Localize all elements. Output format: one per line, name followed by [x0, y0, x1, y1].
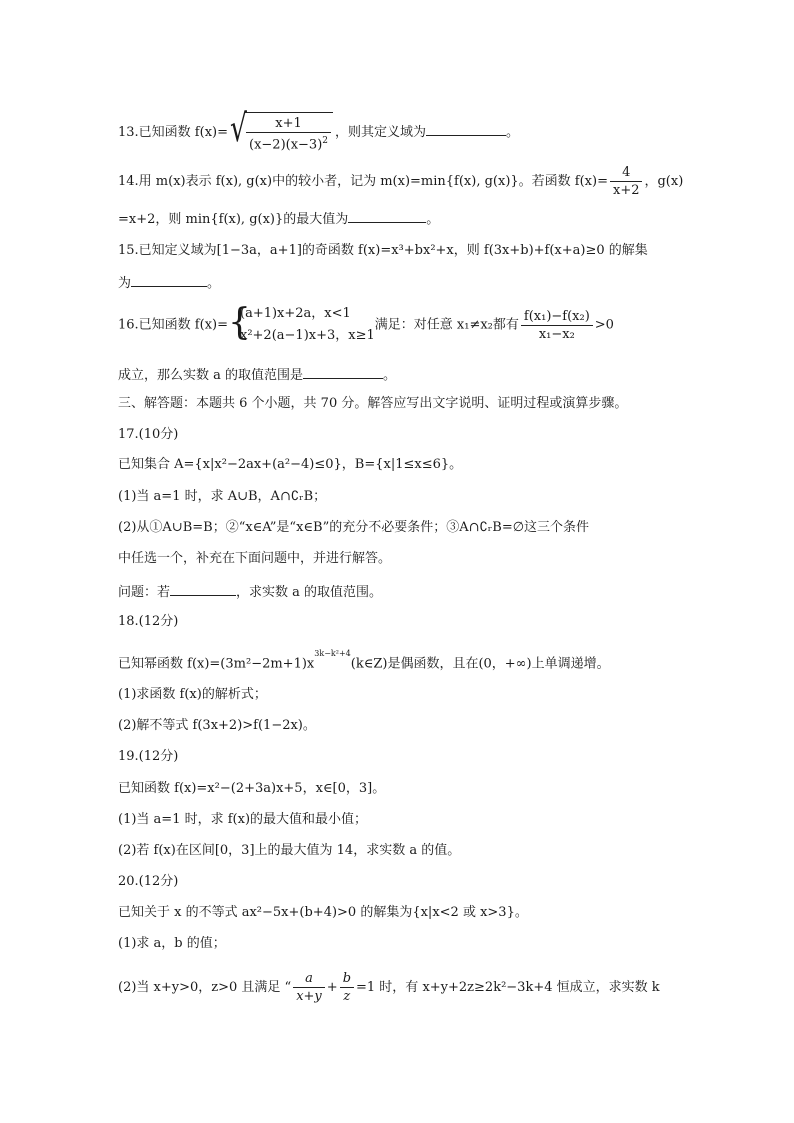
- q20-line2: (1)求 a，b 的值；: [118, 936, 226, 951]
- question-13: [118, 106, 520, 153]
- q19-line3: (2)若 f(x)在区间[0，3]上的最大值为 14，求实数 a 的值。: [118, 843, 461, 858]
- piecewise-function: [228, 303, 375, 347]
- q20-suffix: =1 时，有 x+y+2z≥2k²−3k+4 恒成立，求实数 k: [356, 980, 660, 995]
- q20-prefix: (2)当 x+y>0，z>0 且满足 “: [118, 980, 292, 995]
- q20-fraction-b: [340, 970, 354, 1005]
- q13-denominator: (x−2)(x−3): [249, 137, 323, 153]
- section-3-heading: [118, 395, 627, 413]
- q14-fraction: [610, 164, 643, 199]
- q16-numerator: f(x₁)−f(x₂): [521, 308, 593, 326]
- q19-head: 19.(12分): [118, 749, 179, 764]
- q17-line5: [118, 581, 382, 602]
- q19-line2: (1)当 a=1 时，求 f(x)的最大值和最小值；: [118, 812, 368, 827]
- q15-line1-text: 15.已知定义域为[1−3a，a+1]的奇函数 f(x)=x³+bx²+x，则 f(3x+b)+f(x+a)≥0 的解集: [118, 243, 648, 258]
- sqrt-expression: [230, 106, 333, 153]
- q20-line1: 已知关于 x 的不等式 ax²−5x+(b+4)>0 的解集为{x|x<2 或 x>3}。: [118, 905, 528, 920]
- q18-head: 18.(12分): [118, 614, 179, 629]
- q20-frac1-den: x+y: [296, 989, 322, 1004]
- q14-denominator: x+2: [612, 183, 640, 198]
- q13-end: 。: [506, 125, 520, 141]
- q14-end: 。: [426, 212, 440, 227]
- question-15-line2: [118, 272, 220, 293]
- q18-exponent: 3k−k²+4: [314, 649, 351, 658]
- section-3-text: 三、解答题：本题共 6 个小题，共 70 分。解答应写出文字说明、证明过程或演算步骤。: [118, 396, 628, 411]
- q16-condition: 满足：对任意 x₁≠x₂都有: [374, 317, 519, 333]
- q20-frac2-num: b: [340, 970, 354, 988]
- q18-line3: (2)解不等式 f(3x+2)>f(1−2x)。: [118, 718, 316, 733]
- q16-answer-blank[interactable]: [303, 364, 383, 379]
- q20-fraction-a: [293, 970, 325, 1005]
- question-16-line1: [118, 303, 614, 347]
- q16-prefix: 16.已知函数 f(x)=: [118, 317, 228, 333]
- q18-suffix: (k∈Z)是偶函数，且在(0，+∞)上单调递增。: [350, 656, 610, 672]
- q14-numerator: 4: [610, 164, 643, 182]
- question-14-line1: [118, 164, 683, 199]
- q16-end: 。: [383, 368, 397, 383]
- q16-line2-text: 成立，那么实数 a 的取值范围是: [118, 368, 304, 383]
- q13-numerator: x+1: [246, 115, 331, 133]
- q14-suffix: ，g(x): [644, 174, 684, 189]
- q17-answer-blank[interactable]: [170, 581, 236, 596]
- q20-head: 20.(12分): [118, 874, 179, 889]
- q13-suffix: ，则其定义域为: [335, 125, 427, 141]
- q16-fraction: [521, 308, 593, 343]
- q18-line2: (1)求函数 f(x)的解析式；: [118, 687, 267, 702]
- question-15-line1: [118, 242, 648, 260]
- q16-denominator: x₁−x₂: [538, 326, 575, 342]
- q16-case1: (a+1)x+2a，x<1: [240, 306, 351, 321]
- q16-tail: >0: [594, 317, 614, 333]
- q17-problem-prefix: 问题：若: [118, 585, 171, 600]
- q17-line3: (2)从①A∪B=B；②“x∈A”是“x∈B”的充分不必要条件；③A∩∁ᵣB=∅这三个条件: [118, 520, 590, 535]
- q17-line1: 已知集合 A={x|x²−2ax+(a²−4)≤0}，B={x|1≤x≤6}。: [118, 457, 463, 472]
- q20-frac1-num: a: [293, 970, 325, 988]
- q18-line1: [118, 651, 610, 673]
- question-16-line2: [118, 364, 396, 385]
- q16-case2: x²+2(a−1)x+3，x≥1: [240, 328, 375, 343]
- q18-prefix: 已知幂函数 f(x)=(3m²−2m+1)x: [118, 656, 315, 672]
- q13-answer-blank[interactable]: [426, 121, 506, 136]
- q14-answer-blank[interactable]: [348, 208, 426, 223]
- q17-problem-suffix: ，求实数 a 的取值范围。: [236, 585, 383, 600]
- q20-frac2-den: z: [343, 989, 351, 1004]
- q17-line2: (1)当 a=1 时，求 A∪B，A∩∁ᵣB；: [118, 489, 327, 504]
- q17-line4: 中任选一个，补充在下面问题中，并进行解答。: [118, 551, 392, 566]
- q15-answer-blank[interactable]: [131, 272, 207, 287]
- q14-line2-text: =x+2，则 min{f(x), g(x)}的最大值为: [118, 212, 349, 227]
- radical-sign-icon: √: [230, 106, 247, 150]
- q20-plus: +: [326, 980, 338, 995]
- left-brace-icon: {: [228, 302, 251, 343]
- q14-prefix: 14.用 m(x)表示 f(x), g(x)中的较小者，记为 m(x)=min{f(x), g(x)}。若函数 f(x)=: [118, 174, 608, 189]
- q13-exponent: 2: [322, 136, 329, 146]
- q13-prefix: 13.已知函数 f(x)=: [118, 125, 228, 141]
- q15-prefix: 为: [118, 276, 132, 291]
- q17-head: 17.(10分): [118, 427, 179, 442]
- q19-line1: 已知函数 f(x)=x²−(2+3a)x+5，x∈[0，3]。: [118, 781, 386, 796]
- q15-end: 。: [207, 276, 221, 291]
- question-14-line2: [118, 208, 439, 229]
- q20-line3: [118, 970, 660, 1005]
